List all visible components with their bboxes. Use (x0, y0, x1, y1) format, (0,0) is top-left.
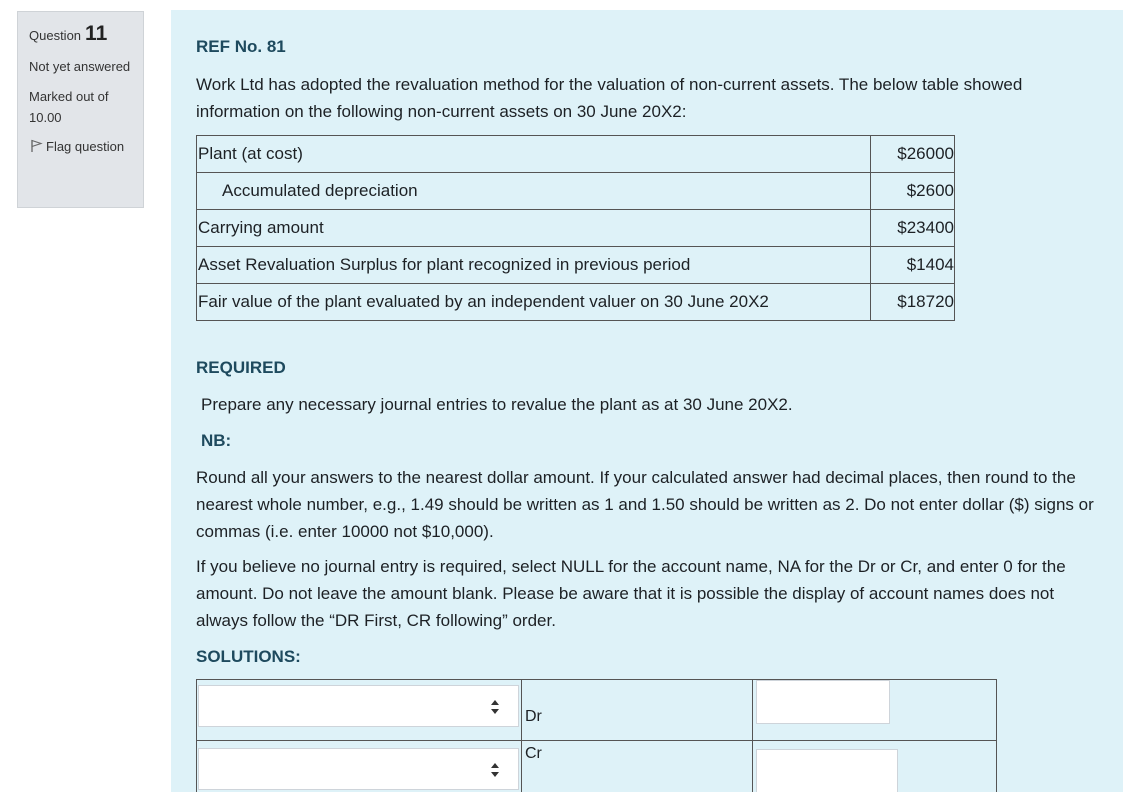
table-row (197, 136, 955, 173)
table-row (197, 247, 955, 284)
asset-description: Asset Revaluation Surplus for plant recognized in previous period (197, 247, 871, 284)
question-info-panel (17, 11, 144, 208)
ref-number: REF No. 81 (196, 37, 286, 56)
nb-heading: NB: (201, 431, 232, 450)
asset-amount: $18720 (871, 284, 955, 321)
select-arrows-icon (490, 761, 500, 779)
journal-entry-row (197, 740, 997, 792)
flag-question-label: Flag question (46, 139, 125, 154)
question-label: Question (29, 28, 82, 43)
question-number-line (29, 22, 133, 46)
null-instruction: If you believe no journal entry is required, select NULL for the account name, NA for the Dr or Cr, and enter 0 for the amount. Do not leave the amount blank. Please be aware that it is possible the display of account names does not always follow the “DR First, CR following” order. (196, 557, 1066, 630)
asset-amount: $26000 (871, 136, 955, 173)
assets-table (196, 135, 955, 321)
question-state: Not yet answered (29, 59, 131, 74)
flag-icon (29, 139, 43, 153)
question-intro: Work Ltd has adopted the revaluation method for the valuation of non-current assets. The below table showed information on the following non-current assets on 30 June 20X2: (196, 75, 1023, 121)
rounding-instruction: Round all your answers to the nearest dollar amount. If your calculated answer had decimal places, then round to the nearest whole number, e.g., 1.49 should be written as 1 and 1.50 should be written as 2. Do not enter dollar ($) signs or commas (i.e. enter 10000 not $10,000). (196, 468, 1094, 541)
table-row (197, 210, 955, 247)
account-select[interactable] (198, 748, 519, 790)
asset-amount: $2600 (871, 173, 955, 210)
amount-input[interactable] (756, 680, 890, 724)
table-row (197, 284, 955, 321)
flag-question-link[interactable] (29, 136, 133, 157)
amount-input[interactable] (756, 749, 898, 792)
journal-entry-row (197, 680, 997, 741)
dr-cr-label: Dr (525, 708, 542, 725)
solutions-table (196, 679, 997, 792)
asset-description: Accumulated depreciation (197, 173, 871, 210)
asset-description: Carrying amount (197, 210, 871, 247)
asset-amount: $23400 (871, 210, 955, 247)
prepare-instruction: Prepare any necessary journal entries to revalue the plant as at 30 June 20X2. (201, 395, 793, 414)
question-content (171, 10, 1123, 792)
select-arrows-icon (490, 698, 500, 716)
asset-amount: $1404 (871, 247, 955, 284)
question-marks: Marked out of 10.00 (29, 89, 109, 125)
table-row (197, 173, 955, 210)
question-number: 11 (85, 22, 108, 45)
required-heading: REQUIRED (196, 358, 286, 377)
asset-description: Fair value of the plant evaluated by an independent valuer on 30 June 20X2 (197, 284, 871, 321)
account-select[interactable] (198, 685, 519, 727)
asset-description: Plant (at cost) (197, 136, 871, 173)
dr-cr-label: Cr (525, 745, 542, 762)
solutions-heading: SOLUTIONS: (196, 647, 301, 666)
